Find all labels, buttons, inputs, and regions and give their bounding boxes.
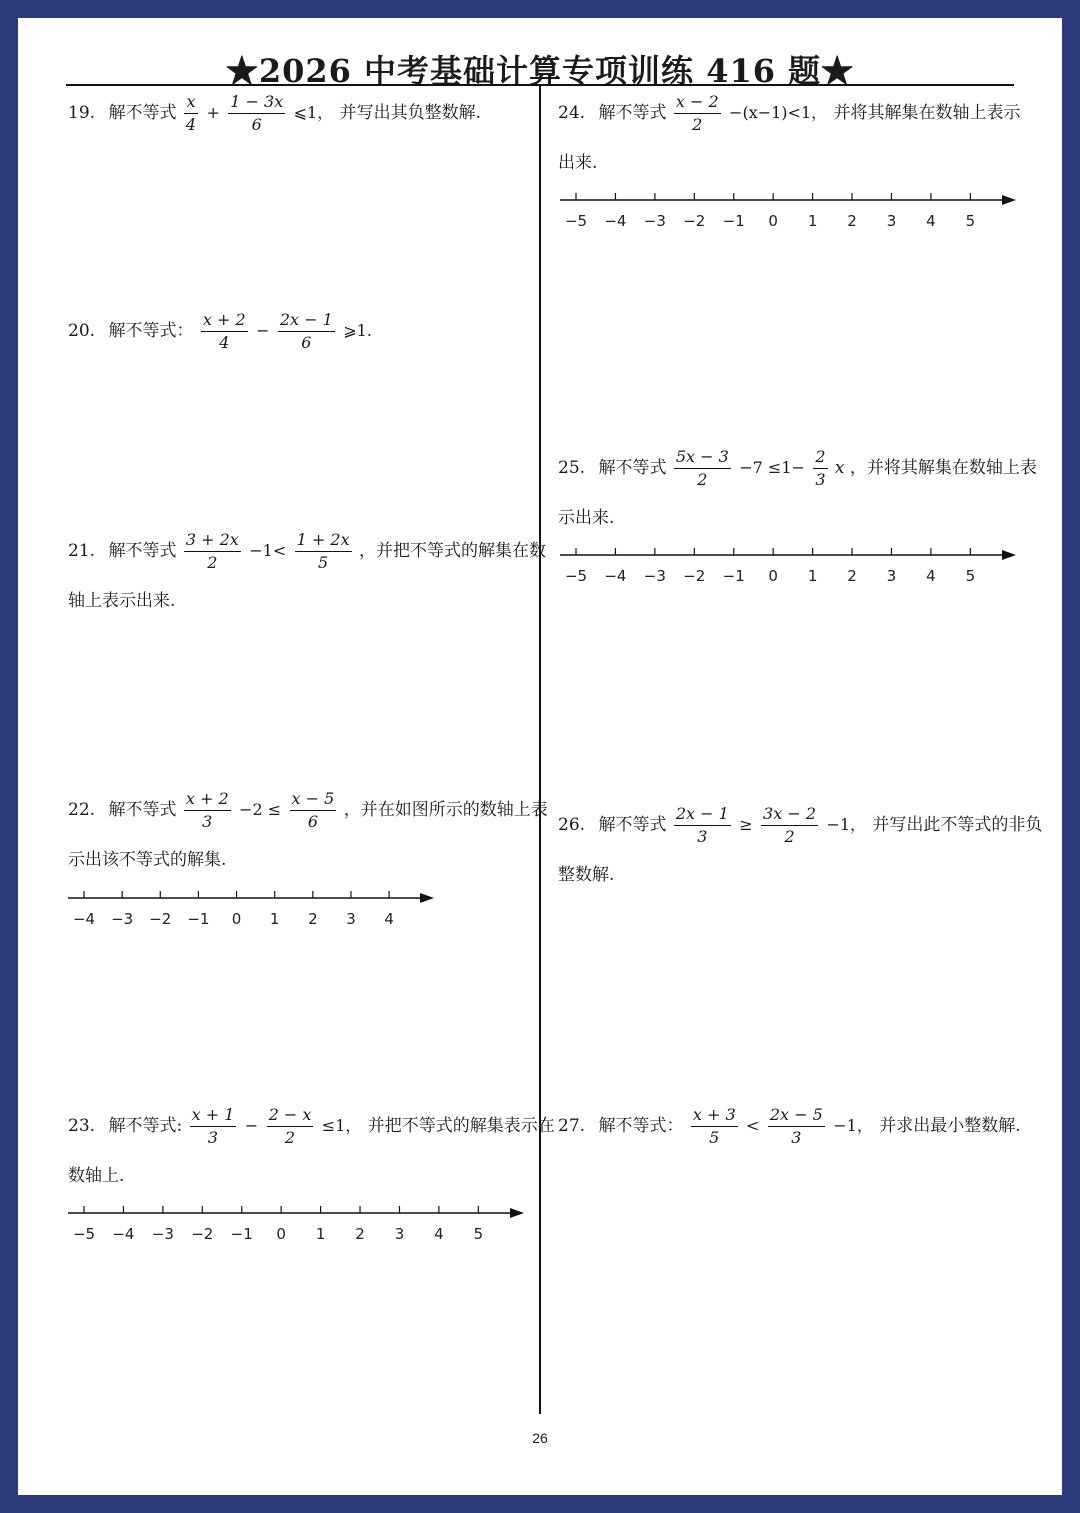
- problem-stem: 解不等式：: [108, 321, 194, 341]
- relation: ⩾1.: [343, 321, 372, 340]
- relation: ⩽1，: [293, 103, 334, 122]
- tick-label: 2: [847, 567, 857, 585]
- fraction: $\frac{x + 1}{3}$: [191, 1105, 235, 1147]
- problem-instruction: ，并将其解集在数轴上表: [849, 458, 1037, 478]
- problem-instruction-cont: 数轴上.: [68, 1166, 125, 1186]
- tick-label: −3: [111, 910, 134, 928]
- variable: x: [834, 458, 845, 478]
- tick-label: −5: [564, 212, 588, 230]
- tick-label: −3: [151, 1225, 174, 1243]
- fraction: $\frac{2 - x}{2}$: [268, 1105, 312, 1147]
- tick-label: 1: [807, 212, 818, 230]
- problem-number: 23.: [68, 1116, 96, 1136]
- tick-label: 4: [384, 910, 394, 928]
- fraction: $\frac{1 - 3x}{6}$: [230, 92, 284, 134]
- tick-label: −1: [722, 567, 745, 585]
- number-line-24: [558, 186, 1018, 232]
- arrow-icon: [1002, 550, 1016, 560]
- fraction: $\frac{2x - 1}{6}$: [279, 310, 333, 352]
- tick-label: −5: [72, 1225, 96, 1243]
- tick-label: −4: [604, 567, 627, 585]
- problem-stem: 解不等式: [108, 103, 177, 123]
- problem-instruction-cont: 出来.: [558, 153, 598, 173]
- tick-label: 0: [768, 567, 778, 585]
- fraction: $\frac{x}{4}$: [185, 92, 197, 134]
- relation: ≤1，: [321, 1116, 362, 1135]
- fraction: $\frac{3x - 2}{2}$: [763, 804, 817, 846]
- tick-label: −2: [149, 910, 172, 928]
- problem-22: [68, 785, 548, 885]
- problem-23: [68, 1101, 555, 1201]
- fraction: $\frac{x - 5}{6}$: [291, 789, 335, 831]
- tick-label: 1: [807, 567, 818, 585]
- tick-label: 5: [473, 1225, 484, 1243]
- number-line-svg: [66, 884, 436, 930]
- problem-instruction: 并写出此不等式的非负: [872, 815, 1043, 835]
- problem-instruction: 并写出其负整数解.: [339, 103, 482, 123]
- arrow-icon: [1002, 195, 1016, 205]
- number-line-23: [66, 1199, 526, 1245]
- problem-24: [558, 88, 1021, 188]
- tick-label: −2: [683, 212, 706, 230]
- tick-label: 2: [847, 212, 857, 230]
- problem-instruction: ，并把不等式的解集在数: [359, 541, 547, 561]
- problem-stem: 解不等式: [598, 815, 667, 835]
- problem-instruction: 并把不等式的解集表示在: [367, 1116, 555, 1136]
- problem-instruction: ，并在如图所示的数轴上表: [343, 800, 548, 820]
- relation: −1，: [833, 1116, 873, 1135]
- arrow-icon: [510, 1208, 524, 1218]
- problem-instruction-cont: 整数解.: [558, 865, 615, 885]
- problem-instruction-cont: 示出该不等式的解集.: [68, 850, 227, 870]
- tick-label: 4: [926, 212, 936, 230]
- tick-label: −3: [643, 212, 666, 230]
- fraction: $\frac{5x - 3}{2}$: [675, 447, 729, 489]
- problem-number: 25.: [558, 458, 586, 478]
- tick-label: −4: [112, 1225, 135, 1243]
- fraction: $\frac{x + 2}{3}$: [185, 789, 229, 831]
- fraction: $\frac{x + 2}{4}$: [202, 310, 246, 352]
- tick-label: 0: [768, 212, 778, 230]
- problem-stem: 解不等式: [598, 103, 667, 123]
- tick-label: 0: [231, 910, 242, 928]
- tick-label: −1: [187, 910, 210, 928]
- problem-stem: 解不等式:: [108, 1116, 183, 1136]
- fraction: $\frac{x + 3}{5}$: [692, 1105, 736, 1147]
- relation: −1，: [826, 815, 867, 834]
- tick-label: −1: [722, 212, 745, 230]
- tick-label: 3: [886, 212, 897, 230]
- problem-number: 21.: [68, 541, 96, 561]
- fraction: $\frac{2x - 5}{3}$: [769, 1105, 823, 1147]
- relation: ≥: [739, 815, 753, 834]
- operator: −: [256, 321, 270, 340]
- tick-label: −5: [564, 567, 588, 585]
- fraction: $\frac{3 + 2x}{2}$: [185, 530, 239, 572]
- problem-25: [558, 443, 1037, 543]
- problem-19: [68, 88, 481, 138]
- tick-label: −2: [191, 1225, 214, 1243]
- problem-number: 19.: [68, 103, 96, 123]
- problem-26: [558, 800, 1042, 900]
- tick-label: −4: [604, 212, 627, 230]
- problem-number: 22.: [68, 800, 96, 820]
- page-number: 26: [532, 1430, 548, 1446]
- problem-number: 20.: [68, 321, 96, 341]
- number-line-25: [558, 541, 1018, 587]
- fraction: $\frac{2}{3}$: [815, 447, 826, 489]
- relation: −(x−1)<1，: [729, 103, 828, 122]
- tick-label: 0: [276, 1225, 286, 1243]
- problem-instruction: 并求出最小整数解.: [879, 1116, 1021, 1136]
- problem-number: 26.: [558, 815, 586, 835]
- problem-number: 24.: [558, 103, 586, 123]
- column-divider: [539, 86, 541, 1414]
- problem-instruction-cont: 轴上表示出来.: [68, 591, 176, 611]
- problem-stem: 解不等式：: [598, 1116, 684, 1136]
- tick-label: 2: [355, 1225, 365, 1243]
- number-line-22: [66, 884, 436, 930]
- problem-21: [68, 526, 546, 626]
- tick-label: −2: [683, 567, 706, 585]
- relation: −2 ≤: [239, 800, 282, 819]
- tick-label: 3: [346, 910, 356, 928]
- problem-number: 27.: [558, 1116, 586, 1136]
- tick-label: −1: [230, 1225, 253, 1243]
- arrow-icon: [420, 893, 434, 903]
- operator: −: [244, 1116, 259, 1135]
- tick-label: 4: [926, 567, 936, 585]
- page-title: ★2026 中考基础计算专项训练 416 题★: [225, 52, 855, 90]
- tick-label: 3: [394, 1225, 405, 1243]
- problem-stem: 解不等式: [108, 800, 177, 820]
- number-line-svg: [66, 1199, 526, 1245]
- number-line-svg: [558, 541, 1018, 587]
- fraction: $\frac{2x - 1}{3}$: [675, 804, 729, 846]
- relation: −1<: [249, 541, 287, 560]
- relation: −7 ≤1−: [739, 458, 805, 477]
- tick-label: −4: [72, 910, 96, 928]
- problem-instruction: 并将其解集在数轴上表示: [833, 103, 1021, 123]
- tick-label: 4: [434, 1225, 444, 1243]
- tick-label: 1: [315, 1225, 326, 1243]
- tick-label: 2: [308, 910, 318, 928]
- tick-label: −3: [643, 567, 666, 585]
- relation: <: [746, 1116, 760, 1135]
- tick-label: 3: [886, 567, 897, 585]
- problem-stem: 解不等式: [598, 458, 667, 478]
- worksheet-page: [18, 18, 1062, 1495]
- problem-instruction-cont: 示出来.: [558, 508, 615, 528]
- operator: +: [206, 103, 220, 122]
- tick-label: 5: [965, 567, 976, 585]
- fraction: $\frac{1 + 2x}{5}$: [296, 530, 350, 572]
- tick-label: 5: [965, 212, 976, 230]
- problem-20: [68, 306, 373, 356]
- problem-27: [558, 1101, 1021, 1151]
- fraction: $\frac{x - 2}{2}$: [675, 92, 719, 134]
- problem-stem: 解不等式: [108, 541, 177, 561]
- tick-label: 1: [269, 910, 280, 928]
- number-line-svg: [558, 186, 1018, 232]
